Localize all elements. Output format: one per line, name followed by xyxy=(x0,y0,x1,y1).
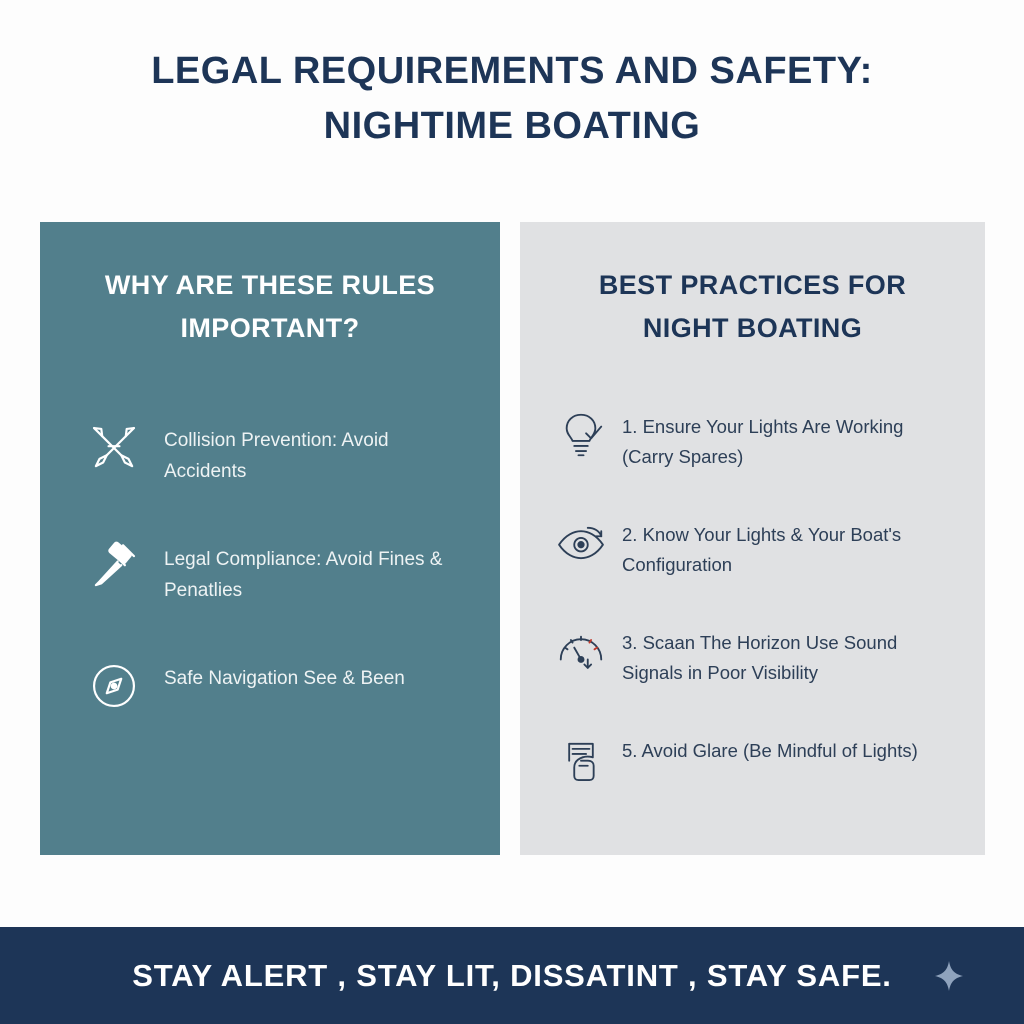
list-item-label: Legal Compliance: Avoid Fines & Penatlies xyxy=(164,549,443,601)
gavel-icon xyxy=(82,535,146,599)
list-item-label: 1. Ensure Your Lights Are Working (Carry Spares) xyxy=(622,416,904,468)
right-panel-heading: BEST PRACTICES FOR NIGHT BOATING xyxy=(598,270,907,344)
footer-banner xyxy=(0,927,1024,1024)
title-line-1: LEGAL REQUIREMENTS AND SAFETY: xyxy=(151,50,873,92)
left-panel-heading: WHY ARE THESE RULES IMPORTANT? xyxy=(104,270,436,344)
list-item xyxy=(552,730,951,788)
compass-icon xyxy=(82,654,146,718)
sparkle-icon xyxy=(932,959,966,993)
list-item-label: Collision Prevention: Avoid Accidents xyxy=(164,430,389,482)
panel-why-rules-important xyxy=(40,222,500,855)
list-item-label: 3. Scaan The Horizon Use Sound Signals in Poor Visibility xyxy=(622,632,898,684)
crossed-swords-icon xyxy=(82,416,146,480)
list-item xyxy=(82,658,470,718)
list-item-label: Safe Navigation See & Been xyxy=(164,667,405,689)
list-item xyxy=(82,420,470,487)
page-title xyxy=(0,44,1024,154)
left-panel-list xyxy=(40,420,500,718)
lightbulb-check-icon xyxy=(552,406,610,464)
list-item xyxy=(552,406,951,472)
right-panel-list xyxy=(520,406,985,788)
list-item-label: 2. Know Your Lights & Your Boat's Configuration xyxy=(622,524,902,576)
list-item-label: 5. Avoid Glare (Be Mindful of Lights) xyxy=(622,740,918,762)
footer-slogan: STAY ALERT , STAY LIT, DISSATINT , STAY SAFE. xyxy=(132,957,892,993)
hand-shield-icon xyxy=(552,730,610,788)
panel-best-practices xyxy=(520,222,985,855)
list-item xyxy=(82,539,470,606)
title-line-2: NIGHTIME BOATING xyxy=(323,105,701,148)
eye-arrow-icon xyxy=(552,514,610,572)
list-item xyxy=(552,514,951,580)
list-item xyxy=(552,622,951,688)
gauge-icon xyxy=(552,622,610,680)
